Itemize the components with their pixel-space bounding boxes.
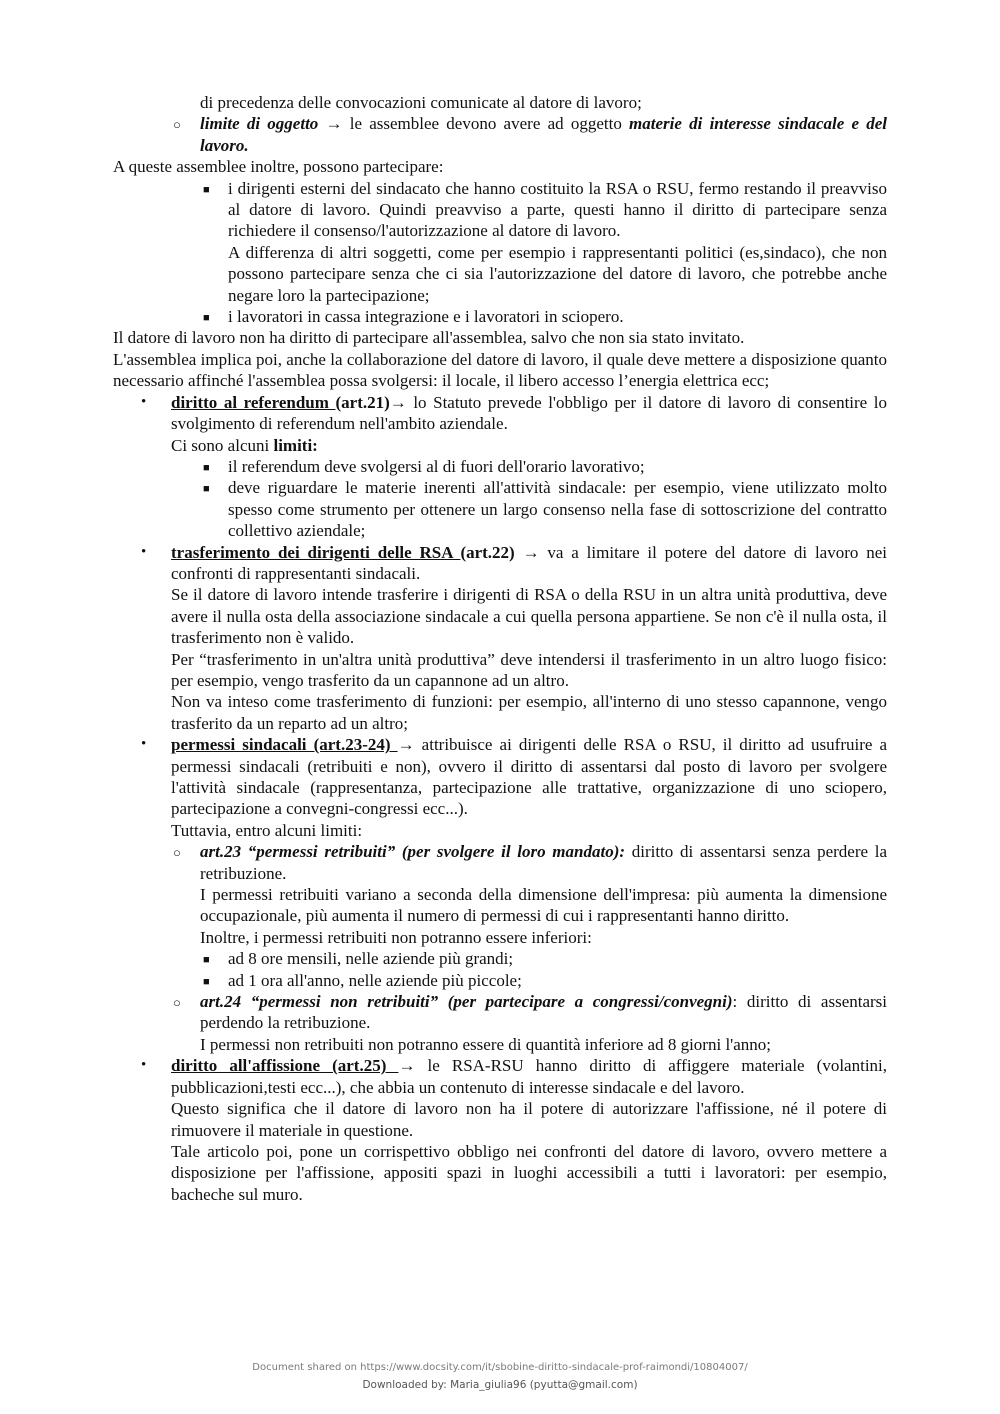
section-title: permessi sindacali (art.23-24) (171, 735, 398, 755)
paragraph: A differenza di altri soggetti, come per esempio i rappresentanti politici (es,sindaco), che non possono partecipare senza che ci sia l'autorizzazione del datore di lavoro, che potrebbe anche negare loro la partecipazione; (228, 242, 887, 305)
paragraph: L'assemblea implica poi, anche la collaborazione del datore di lavoro, il quale deve mettere a disposizione quanto necessario affinché l'assemblea possa svolgersi: il locale, il libero accesso l’energia elettrica ecc; (113, 349, 887, 391)
paragraph: Ci sono alcuni limiti: (171, 435, 318, 455)
bullet-icon: • (141, 736, 147, 753)
section-trasferimento: • trasferimento dei dirigenti delle RSA (art.22) → va a limitare il potere del datore di lavoro nei confronti di rappresentanti sindacali. (141, 542, 888, 583)
paragraph: Se il datore di lavoro intende trasferire i dirigenti di RSA o della RSU in un altra unità produttiva, deve avere il nulla osta della associazione sindacale a cui quella persona appartiene. Se non c'è il nulla osta, il trasferimento non è valido. (171, 585, 887, 648)
list-item-art23: ○ art.23 “permessi retribuiti” (per svolgere il loro mandato): diritto di assentarsi senza perdere la retribuzione. (173, 842, 887, 883)
paragraph: Tale articolo poi, pone un corrispettivo obbligo nei confronti del datore di lavoro, ovvero mettere a disposizione per l'affissione, appositi spazi in luoghi accessibili a tutti i lavoratori: per esempio, bacheche sul muro. (171, 1141, 887, 1204)
paragraph: di precedenza delle convocazioni comunicate al datore di lavoro; (200, 93, 642, 112)
paragraph: I permessi retribuiti variano a seconda della dimensione dell'impresa: più aumenta la dimensione occupazionale, più aumenta il numero di permessi di cui i rappresentanti hanno diritto. (200, 885, 887, 926)
list-item: ■ i dirigenti esterni del sindacato che hanno costituito la RSA o RSU, fermo restando il preavviso al datore di lavoro. Quindi preavviso a parte, questi hanno il diritto di partecipare senza richiedere il consenso/l'autorizzazione al datore di lavoro. (203, 178, 887, 241)
paragraph: Inoltre, i permessi retribuiti non potranno essere inferiori: (200, 927, 592, 947)
section-affissione: • diritto all'affissione (art.25) → le RSA-RSU hanno diritto di affiggere materiale (volantini, pubblicazioni,testi ecc...), che abbia un contenuto di interesse sindacale e del lavoro. (141, 1056, 888, 1097)
section-title: diritto all'affissione (art.25) (171, 1056, 399, 1076)
section-referendum: • diritto al referendum (art.21)→ lo Statuto prevede l'obbligo per il datore di lavoro di consentire lo svolgimento di referendum nell'ambito aziendale. (141, 392, 888, 434)
paragraph: I permessi non retribuiti non potranno essere di quantità inferiore ad 8 giorni l'anno; (200, 1034, 771, 1054)
paragraph: Tuttavia, entro alcuni limiti: (171, 820, 363, 840)
section-title: diritto al referendum (171, 392, 336, 412)
list-item: ■ i lavoratori in cassa integrazione e i lavoratori in sciopero. (228, 306, 887, 327)
circle-bullet-icon: ○ (173, 995, 181, 1011)
square-bullet-icon: ■ (203, 954, 210, 967)
circle-bullet-icon: ○ (173, 117, 181, 133)
square-bullet-icon: ■ (203, 312, 210, 325)
arrow-icon: → (397, 735, 415, 755)
list-item: ■ ad 8 ore mensili, nelle aziende più grandi; (228, 948, 887, 969)
paragraph: Per “trasferimento in un'altra unità produttiva” deve intendersi il trasferimento in un altro luogo fisico: per esempio, vengo trasferito da un capannone ad un altro. (171, 649, 887, 690)
section-title: trasferimento dei dirigenti delle RSA (171, 542, 461, 562)
list-item-art24: ○ art.24 “permessi non retribuiti” (per partecipare a congressi/convegni): diritto di assentarsi perdendo la retribuzione. (173, 992, 888, 1033)
list-item: ■ ad 1 ora all'anno, nelle aziende più piccole; (228, 970, 887, 991)
footer-shared: Document shared on https://www.docsity.com/it/sbobine-diritto-sindacale-prof-raimondi/10804007/ (252, 1362, 748, 1373)
square-bullet-icon: ■ (203, 461, 210, 474)
document-body (113, 92, 887, 1205)
footer-downloaded: Downloaded by: Maria_giulia96 (pyutta@gmail.com) (362, 1379, 638, 1391)
paragraph: Non va inteso come trasferimento di funzioni: per esempio, all'interno di uno stesso capannone, vengo trasferito da un reparto ad un altro; (171, 692, 887, 733)
bullet-icon: • (141, 393, 147, 410)
arrow-icon: → (398, 1056, 416, 1076)
list-item: ■ deve riguardare le materie inerenti all'attività sindacale: per esempio, viene utilizzato molto spesso come strumento per ottenere un largo consenso nella fase di sottoscrizione del contratto collettivo aziendale; (203, 478, 887, 541)
paragraph: A queste assemblee inoltre, possono partecipare: (113, 157, 444, 177)
list-item: ■ il referendum deve svolgersi al di fuori dell'orario lavorativo; (228, 456, 887, 477)
bullet-icon: • (141, 543, 147, 560)
circle-bullet-icon: ○ (173, 845, 181, 861)
square-bullet-icon: ■ (203, 483, 210, 496)
square-bullet-icon: ■ (203, 183, 210, 196)
square-bullet-icon: ■ (203, 975, 210, 988)
arrow-icon: → (522, 542, 540, 562)
paragraph: Questo significa che il datore di lavoro non ha il potere di autorizzare l'affissione, né il potere di rimuovere il materiale in questione. (171, 1099, 887, 1140)
arrow-icon: → (389, 392, 407, 412)
section-permessi: • permessi sindacali (art.23-24) → attribuisce ai dirigenti delle RSA o RSU, il diritto ad usufruire a permessi sindacali (retribuiti e non), ovvero il diritto di assentarsi dal posto di lavoro per svolgere l'attività sindacale (rappresentanza, partecipazione alle trattative, organizzazione di uno sciopero, partecipazione a convegni-congressi ecc...). (141, 735, 888, 819)
list-item-oggetto: ○ limite di oggetto → le assemblee devono avere ad oggetto materie di interesse sindacale e del lavoro. (173, 114, 888, 155)
arrow-icon: → (325, 114, 343, 134)
paragraph: Il datore di lavoro non ha diritto di partecipare all'assemblea, salvo che non sia stato invitato. (113, 328, 745, 348)
bullet-icon: • (141, 1057, 147, 1074)
